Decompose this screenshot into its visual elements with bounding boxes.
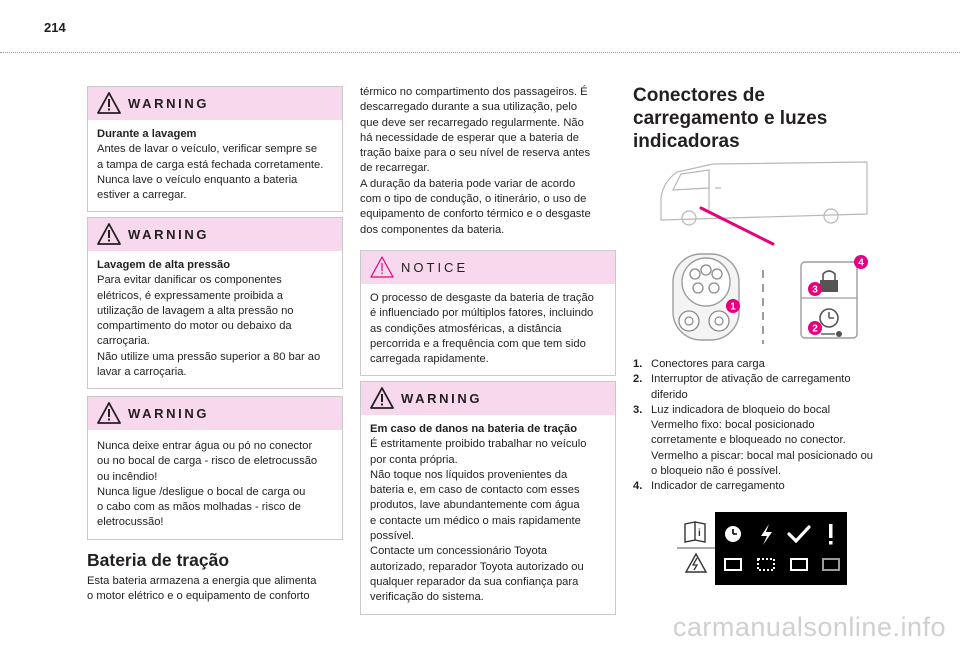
warning-text: Antes de lavar o veículo, verificar sempre se a tampa de carga está fechada corretamente. Nunca lave o veículo enquanto a bateria estiver a carregar. [97,143,324,202]
page-title: Conectores de carregamento e luzes indicadoras [633,85,828,152]
warning-header [361,382,615,415]
callout-3 [808,282,822,296]
top-divider [0,52,960,53]
legend-item: 4. Indicador de carregamento [633,480,785,493]
warning-text: Para evitar danificar os componentes elétricos, é expressamente proibida a utilização de lavagem a alta pressão no compartimento do motor ou debaixo da carroçaria. Não utilize uma pressão superior a 80 bar ao lavar a carroçaria. [97,274,321,379]
warning-lead: Lavagem de alta pressão [97,259,231,271]
section-paragraph: Esta bateria armazena a energia que alimenta o motor elétrico e o equipamento de conforto [87,575,317,603]
warning-label: WARNING [401,391,483,406]
notice-label: NOTICE [401,260,469,275]
timer-icon [725,526,741,542]
warning-text: É estritamente proibido trabalhar no veículo por conta própria. Não toque nos líquidos provenientes da bateria e, em caso de contacto com esses produtos, lave abundantemente com água e contacte um médico o mais rapidamente possível. Contacte um concessionário Toyota autorizado, reparador Toyota autorizado ou qualquer reparador da sua confiança para verificação do sistema. [370,438,587,604]
warning-triangle-icon [97,402,121,424]
charging-connector-illustration [655,158,873,346]
callout-1 [726,299,740,313]
warning-lead: Durante a lavagem [97,128,197,140]
warning-box-washing [87,86,343,212]
page-number: 214 [44,20,66,35]
warning-triangle-icon [97,92,121,114]
warning-header [88,397,342,430]
intro-paragraph: térmico no compartimento dos passageiros. É descarregado durante a sua utilização, pelo que deve ser recarregado regularmente. Não há necessidade de esperar que a bateria de tração baixe para o seu nível de reserva antes de recarregar. A duração da bateria pode variar de acordo com o tipo de condução, o itinerário, o uso de equipamento de conforto térmico e o desgaste dos componentes da bateria. [360,86,591,236]
warning-lead: Em caso de danos na bateria de tração [370,423,578,435]
warning-label: WARNING [128,96,210,111]
exclamation-icon [829,524,833,545]
warning-box-battery-damage [360,381,616,615]
warning-header [88,218,342,251]
warning-box-high-pressure [87,217,343,389]
warning-header [88,87,342,120]
notice-triangle-icon [370,256,394,278]
notice-header [361,251,615,284]
warning-text: Nunca deixe entrar água ou pó no conector ou no bocal de carga - risco de eletrocussão ou incêndio! Nunca ligue /desligue o bocal de carga ou o cabo com as mãos molhadas - risco de eletrocussão! [97,440,318,529]
notice-box [360,250,616,376]
svg-text:i: i [698,528,701,539]
svg-text:1: 1 [730,301,736,313]
legend-item: 3. Luz indicadora de bloqueio do bocal Vermelho fixo: bocal posicionado corretamente e bloqueado no conector. Vermelho a piscar: bocal mal posicionado ou o bloqueio não é possível. [633,403,874,478]
callout-2 [808,321,822,335]
svg-text:3: 3 [812,284,818,296]
svg-text:4: 4 [858,257,864,269]
section-title-traction-battery: Bateria de tração [87,550,230,570]
warning-triangle-icon [370,387,394,409]
legend-list [633,357,903,495]
legend-item: 2. Interruptor de ativação de carregamento diferido [633,373,851,401]
warning-label: WARNING [128,227,210,242]
charging-socket-icon [673,254,739,340]
watermark: carmanualsonline.info [672,612,946,642]
charging-indicator-panel [677,512,847,585]
svg-text:2: 2 [812,323,818,335]
warning-triangle-icon [97,223,121,245]
warning-label: WARNING [128,406,210,421]
warning-box-water-dust [87,396,343,540]
callout-4 [854,255,868,269]
notice-text: O processo de desgaste da bateria de tração é influenciado por múltiplos fatores, incluindo as condições atmosféricas, a distância percorrida e a frequência com que tem sido carregada rapidamente. [370,292,594,366]
legend-item: 1. Conectores para carga [633,358,765,370]
pointer-line [701,208,773,244]
van-outline-icon [661,162,867,225]
